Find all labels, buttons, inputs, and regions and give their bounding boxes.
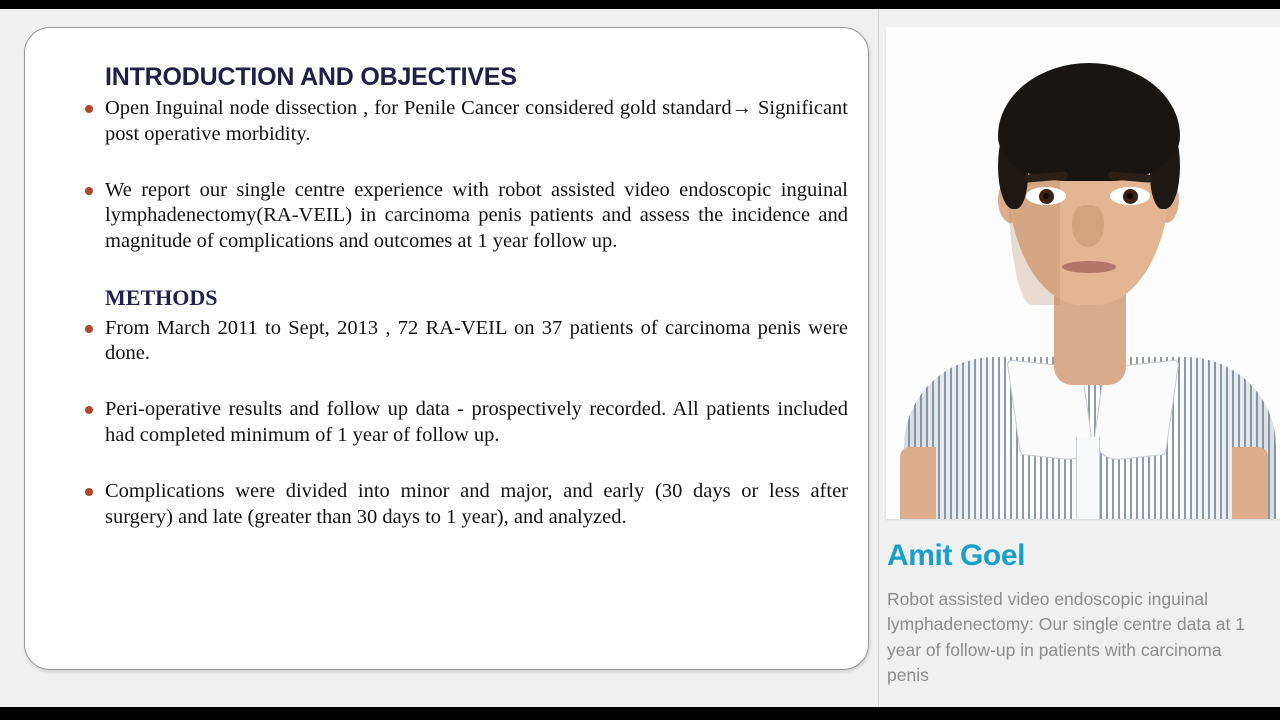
bullet-item: [73, 316, 848, 368]
bullet-text: Open Inguinal node dissection , for Penile Cancer considered gold standard→ Significant post operative morbidity.: [105, 97, 848, 145]
mouth-shape: [1062, 261, 1116, 273]
slide-content: [25, 28, 869, 670]
slide-card: [24, 27, 869, 670]
pupil-right-shape: [1123, 189, 1138, 204]
bullet-text: We report our single centre experience with robot assisted video endoscopic inguinal lymphadenectomy(RA-VEIL) in carcinoma penis patients and assess the incidence and magnitude of complications and outcomes at 1 year follow up.: [105, 178, 848, 253]
bullet-text: Complications were divided into minor and major, and early (30 days or less after surgery) and late (greater than 30 days to 1 year), and analyzed.: [105, 479, 848, 528]
section-heading-methods: METHODS: [105, 285, 218, 311]
pupil-left-shape: [1039, 189, 1054, 204]
arm-right-shape: [1232, 447, 1268, 519]
bullet-list-introduction: [73, 96, 848, 255]
presenter-panel: [878, 9, 1280, 707]
arm-left-shape: [900, 447, 936, 519]
section-heading-introduction: INTRODUCTION AND OBJECTIVES: [105, 63, 517, 91]
nose-shape: [1072, 205, 1104, 247]
presentation-stage: [0, 9, 1280, 707]
bullet-item: [73, 178, 848, 255]
presenter-name: Amit Goel: [887, 539, 1026, 572]
eye-left-shape: [1026, 187, 1066, 205]
bullet-text: Peri-operative results and follow up data - prospectively recorded. All patients included had completed minimum of 1 year of follow up.: [105, 398, 848, 447]
eye-right-shape: [1110, 187, 1150, 205]
hair-shape: [998, 63, 1180, 181]
bullet-item: [73, 96, 848, 148]
shirt-placket-shape: [1076, 437, 1100, 519]
bullet-list-methods: [73, 316, 848, 531]
letterbox-bar-bottom: [0, 707, 1280, 720]
bullet-item: [73, 397, 848, 449]
bullet-text: From March 2011 to Sept, 2013 , 72 RA-VEIL on 37 patients of carcinoma penis were done.: [105, 316, 848, 365]
slide-panel: [0, 9, 878, 688]
presentation-title: Robot assisted video endoscopic inguinal lymphadenectomy: Our single centre data at 1 year of follow-up in patients with carcinoma penis: [887, 589, 1245, 686]
portrait-illustration: [886, 27, 1280, 519]
bullet-item: [73, 479, 848, 531]
letterbox-bar-top: [0, 0, 1280, 9]
presenter-photo: [886, 27, 1280, 519]
